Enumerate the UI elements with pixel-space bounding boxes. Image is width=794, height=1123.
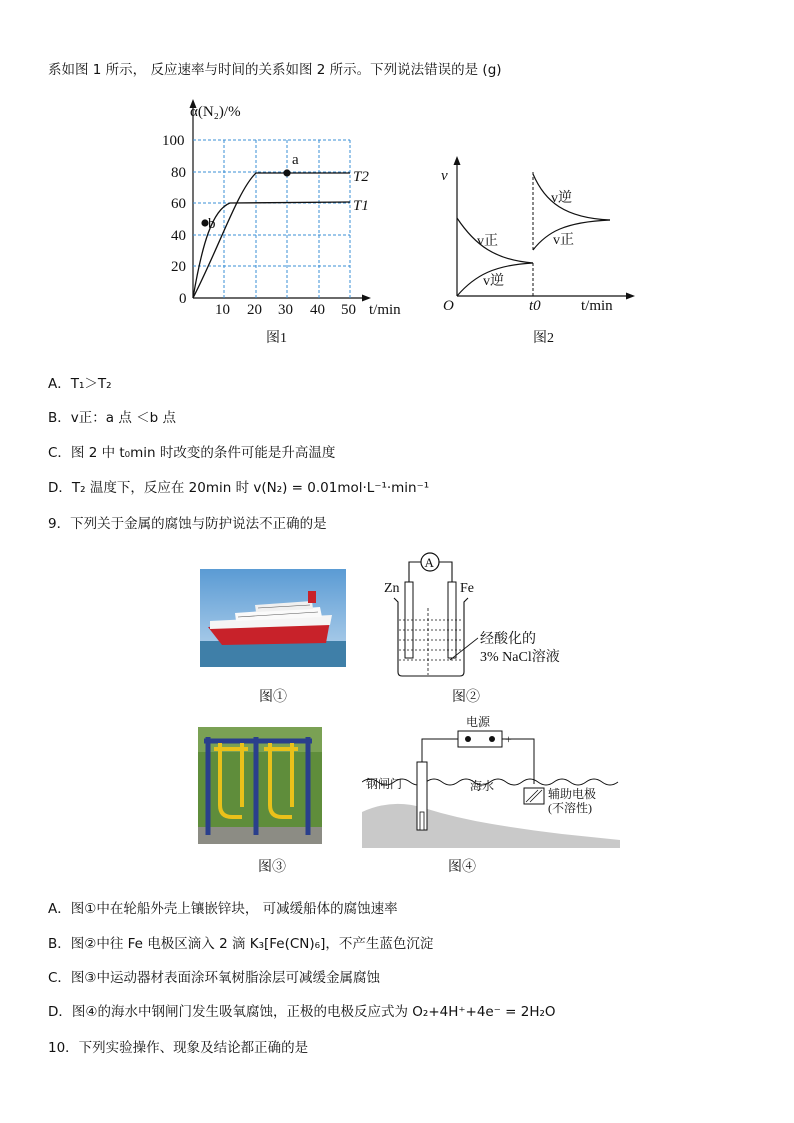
q10-stem: 10．下列实验操作、现象及结论都正确的是 — [48, 1040, 309, 1056]
figure-a-caption: 图① — [259, 690, 287, 705]
y-axis-label: α(N₂)/% — [190, 104, 241, 120]
power-label: 电源 — [466, 715, 491, 729]
q8-option-a: A．T₁＞T₂ — [48, 376, 112, 392]
steel-gate-label: 钢闸门 — [366, 777, 403, 791]
q9-option-a: A．图①中在轮船外壳上镶嵌锌块， 可减缓船体的腐蚀速率 — [48, 901, 398, 917]
galvanic-cell-diagram — [380, 548, 590, 683]
solution-label-1: 经酸化的 — [480, 632, 536, 647]
label-b: b — [208, 216, 216, 232]
q8-option-d: D．T₂ 温度下，反应在 20min 时 v(N₂) = 0.01mol·L⁻¹·min⁻¹ — [48, 480, 430, 496]
xtick-50: 50 — [341, 302, 356, 318]
label-v-forward-left: v正 — [477, 234, 498, 249]
figure-c-caption: 图③ — [258, 860, 286, 875]
fe-label: Fe — [460, 581, 474, 596]
aux-electrode-note: (不溶性) — [548, 801, 592, 815]
fig2-y-label: v — [441, 168, 448, 184]
xtick-10: 10 — [215, 302, 230, 318]
question-intro: 系如图 1 所示， 反应速率与时间的关系如图 2 所示。下列说法错误的是 (g) — [48, 62, 502, 78]
fig2-origin: O — [443, 298, 454, 314]
figure-2-chart — [435, 150, 645, 320]
fig2-t0: t0 — [529, 298, 541, 314]
label-t2: T2 — [353, 169, 369, 185]
minus-sign: − — [447, 732, 454, 746]
zn-label: Zn — [384, 581, 400, 596]
aux-electrode-label: 辅助电极 — [548, 787, 597, 801]
cathodic-protection-diagram — [362, 712, 620, 848]
label-a: a — [292, 152, 299, 168]
ytick-100: 100 — [162, 133, 185, 149]
figure-1-caption: 图1 — [266, 331, 287, 346]
ytick-20: 20 — [171, 259, 186, 275]
x-axis-label: t/min — [369, 302, 401, 318]
seawater-label: 海水 — [470, 779, 495, 793]
xtick-40: 40 — [310, 302, 325, 318]
curve-t1 — [193, 202, 350, 298]
label-v-forward-right: v正 — [553, 233, 574, 248]
label-v-reverse-high: v逆 — [551, 191, 572, 206]
curve-t2 — [193, 173, 350, 298]
q9-option-c: C．图③中运动器材表面涂环氧树脂涂层可减缓金属腐蚀 — [48, 970, 381, 986]
ytick-60: 60 — [171, 196, 186, 212]
ytick-0: 0 — [179, 291, 187, 307]
q9-stem: 9．下列关于金属的腐蚀与防护说法不正确的是 — [48, 516, 327, 532]
fig2-x-label: t/min — [581, 298, 613, 314]
xtick-30: 30 — [278, 302, 293, 318]
q8-option-c: C．图 2 中 t₀min 时改变的条件可能是升高温度 — [48, 445, 336, 461]
ammeter-label: A — [424, 555, 434, 570]
exercise-equipment-photo — [198, 727, 322, 844]
ytick-80: 80 — [171, 165, 186, 181]
ytick-40: 40 — [171, 228, 186, 244]
figure-b-caption: 图② — [452, 690, 480, 705]
q8-option-b: B．v正：a 点 ＜b 点 — [48, 410, 176, 426]
xtick-20: 20 — [247, 302, 262, 318]
q9-option-d: D．图④的海水中钢闸门发生吸氧腐蚀，正极的电极反应式为 O₂+4H⁺+4e⁻ = 2H₂O — [48, 1004, 556, 1020]
solution-label-2: 3% NaCl溶液 — [480, 650, 560, 665]
label-t1: T1 — [353, 198, 369, 214]
q9-option-b: B．图②中往 Fe 电极区滴入 2 滴 K₃[Fe(CN)₆]，不产生蓝色沉淀 — [48, 936, 434, 952]
label-v-reverse-low: v逆 — [483, 274, 504, 289]
figure-1-chart — [150, 95, 420, 320]
figure-d-caption: 图④ — [448, 860, 476, 875]
plus-sign: + — [505, 732, 512, 746]
ship-photo — [200, 569, 346, 667]
point-a — [283, 169, 290, 176]
figure-2-caption: 图2 — [533, 331, 554, 346]
